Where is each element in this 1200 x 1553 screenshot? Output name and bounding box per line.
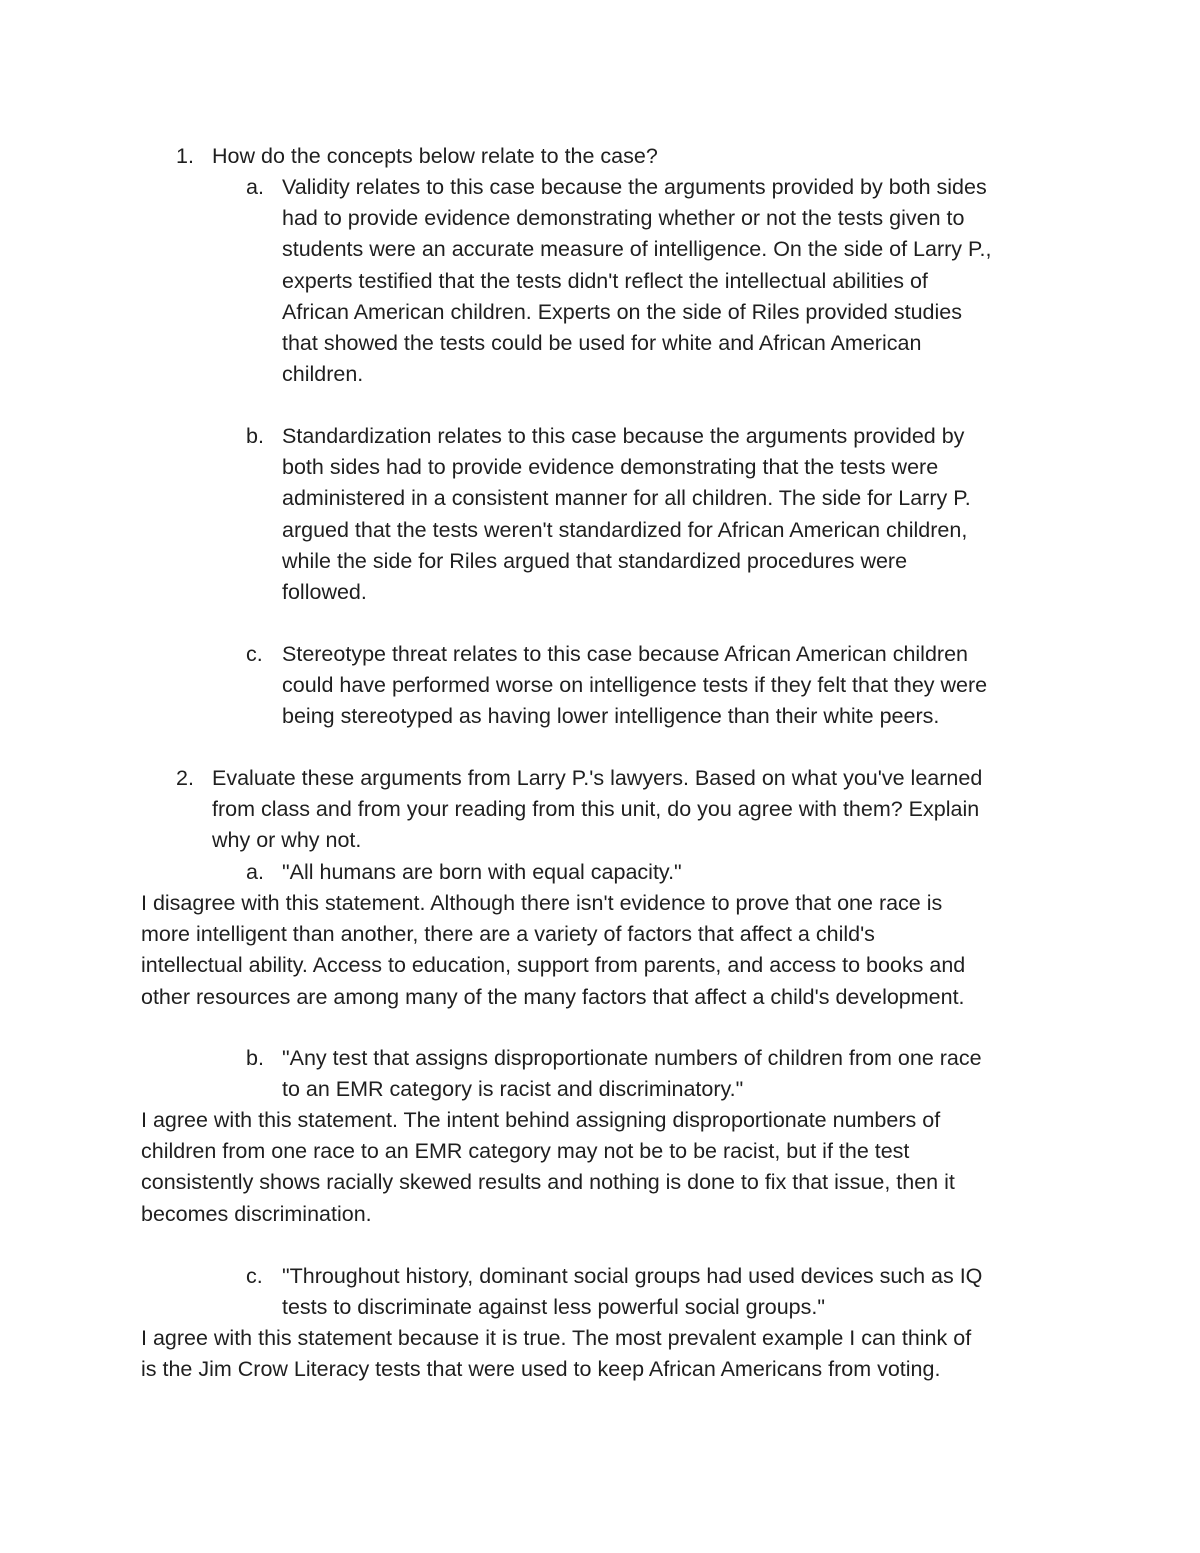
question-1b-line: followed. [282,580,367,605]
question-2 [176,763,1092,857]
answer-2b-line: I agree with this statement. The intent behind assigning disproportionate numbers of [141,1108,941,1132]
question-2c-letter: c. [246,1264,263,1288]
question-2-line: why or why not. [212,828,362,853]
answer-2b-line: consistently shows racially skewed results and nothing is done to fix that issue, then it [141,1170,955,1195]
question-2c-line: "Throughout history, dominant social groups had used devices such as IQ [282,1264,983,1288]
question-2c-line: tests to discriminate against less powerful social groups." [282,1295,825,1320]
answer-2a-line: I disagree with this statement. Although there isn't evidence to prove that one race is [141,891,943,915]
question-1a-line: had to provide evidence demonstrating whether or not the tests given to [282,206,965,231]
question-2c [246,1261,1072,1323]
answer-2a-line: other resources are among many of the many factors that affect a child's development. [141,984,965,1009]
answer-2b-line: children from one race to an EMR category may not be to be racist, but if the test [141,1139,910,1164]
answer-2c [141,1323,1071,1385]
question-2-line: from class and from your reading from this unit, do you agree with them? Explain [212,797,980,822]
question-1b-line: administered in a consistent manner for all children. The side for Larry P. [282,486,971,511]
answer-2a-line: more intelligent than another, there are a variety of factors that affect a child's [141,922,875,947]
question-1b-line: both sides had to provide evidence demonstrating that the tests were [282,455,939,480]
question-1a-line: Validity relates to this case because the arguments provided by both sides [282,175,987,199]
question-1c-line: could have performed worse on intelligence tests if they felt that they were [282,673,988,698]
question-1a [246,172,1072,390]
question-2b-line: "Any test that assigns disproportionate numbers of children from one race [282,1046,982,1070]
question-2a-line: "All humans are born with equal capacity." [282,860,682,884]
question-1-text: How do the concepts below relate to the case? [212,144,658,168]
question-2a [246,857,1072,888]
question-2a-letter: a. [246,860,264,884]
question-1a-line: children. [282,362,364,387]
answer-2c-line: is the Jim Crow Literacy tests that were used to keep African Americans from voting. [141,1357,941,1382]
question-1-number: 1. [176,144,194,168]
question-1b [246,421,1072,608]
question-1a-line: students were an accurate measure of intelligence. On the side of Larry P., [282,237,992,262]
question-1a-line: that showed the tests could be used for white and African American [282,331,922,356]
question-1c-line: being stereotyped as having lower intelligence than their white peers. [282,704,940,729]
question-1b-line: while the side for Riles argued that standardized procedures were [282,548,908,573]
question-1b-line: Standardization relates to this case because the arguments provided by [282,424,965,448]
question-2b [246,1043,1072,1105]
answer-2a [141,888,1071,1013]
answer-2b-line: becomes discrimination. [141,1201,372,1226]
question-2b-letter: b. [246,1046,264,1070]
question-1a-letter: a. [246,175,264,199]
question-1c-letter: c. [246,642,263,666]
question-1a-line: African American children. Experts on the side of Riles provided studies [282,299,962,324]
question-2-line: Evaluate these arguments from Larry P.'s lawyers. Based on what you've learned [212,766,983,790]
question-2b-line: to an EMR category is racist and discriminatory." [282,1077,744,1102]
answer-2a-line: intellectual ability. Access to education, support from parents, and access to books and [141,953,966,978]
question-1b-line: argued that the tests weren't standardized for African American children, [282,517,968,542]
answer-2b [141,1105,1071,1230]
question-1c [246,639,1072,733]
question-1b-letter: b. [246,424,264,448]
question-1 [176,141,1092,172]
question-1c-line: Stereotype threat relates to this case because African American children [282,642,968,666]
question-1a-line: experts testified that the tests didn't reflect the intellectual abilities of [282,268,928,293]
question-2-number: 2. [176,766,194,790]
answer-2c-line: I agree with this statement because it is true. The most prevalent example I can think of [141,1326,972,1350]
